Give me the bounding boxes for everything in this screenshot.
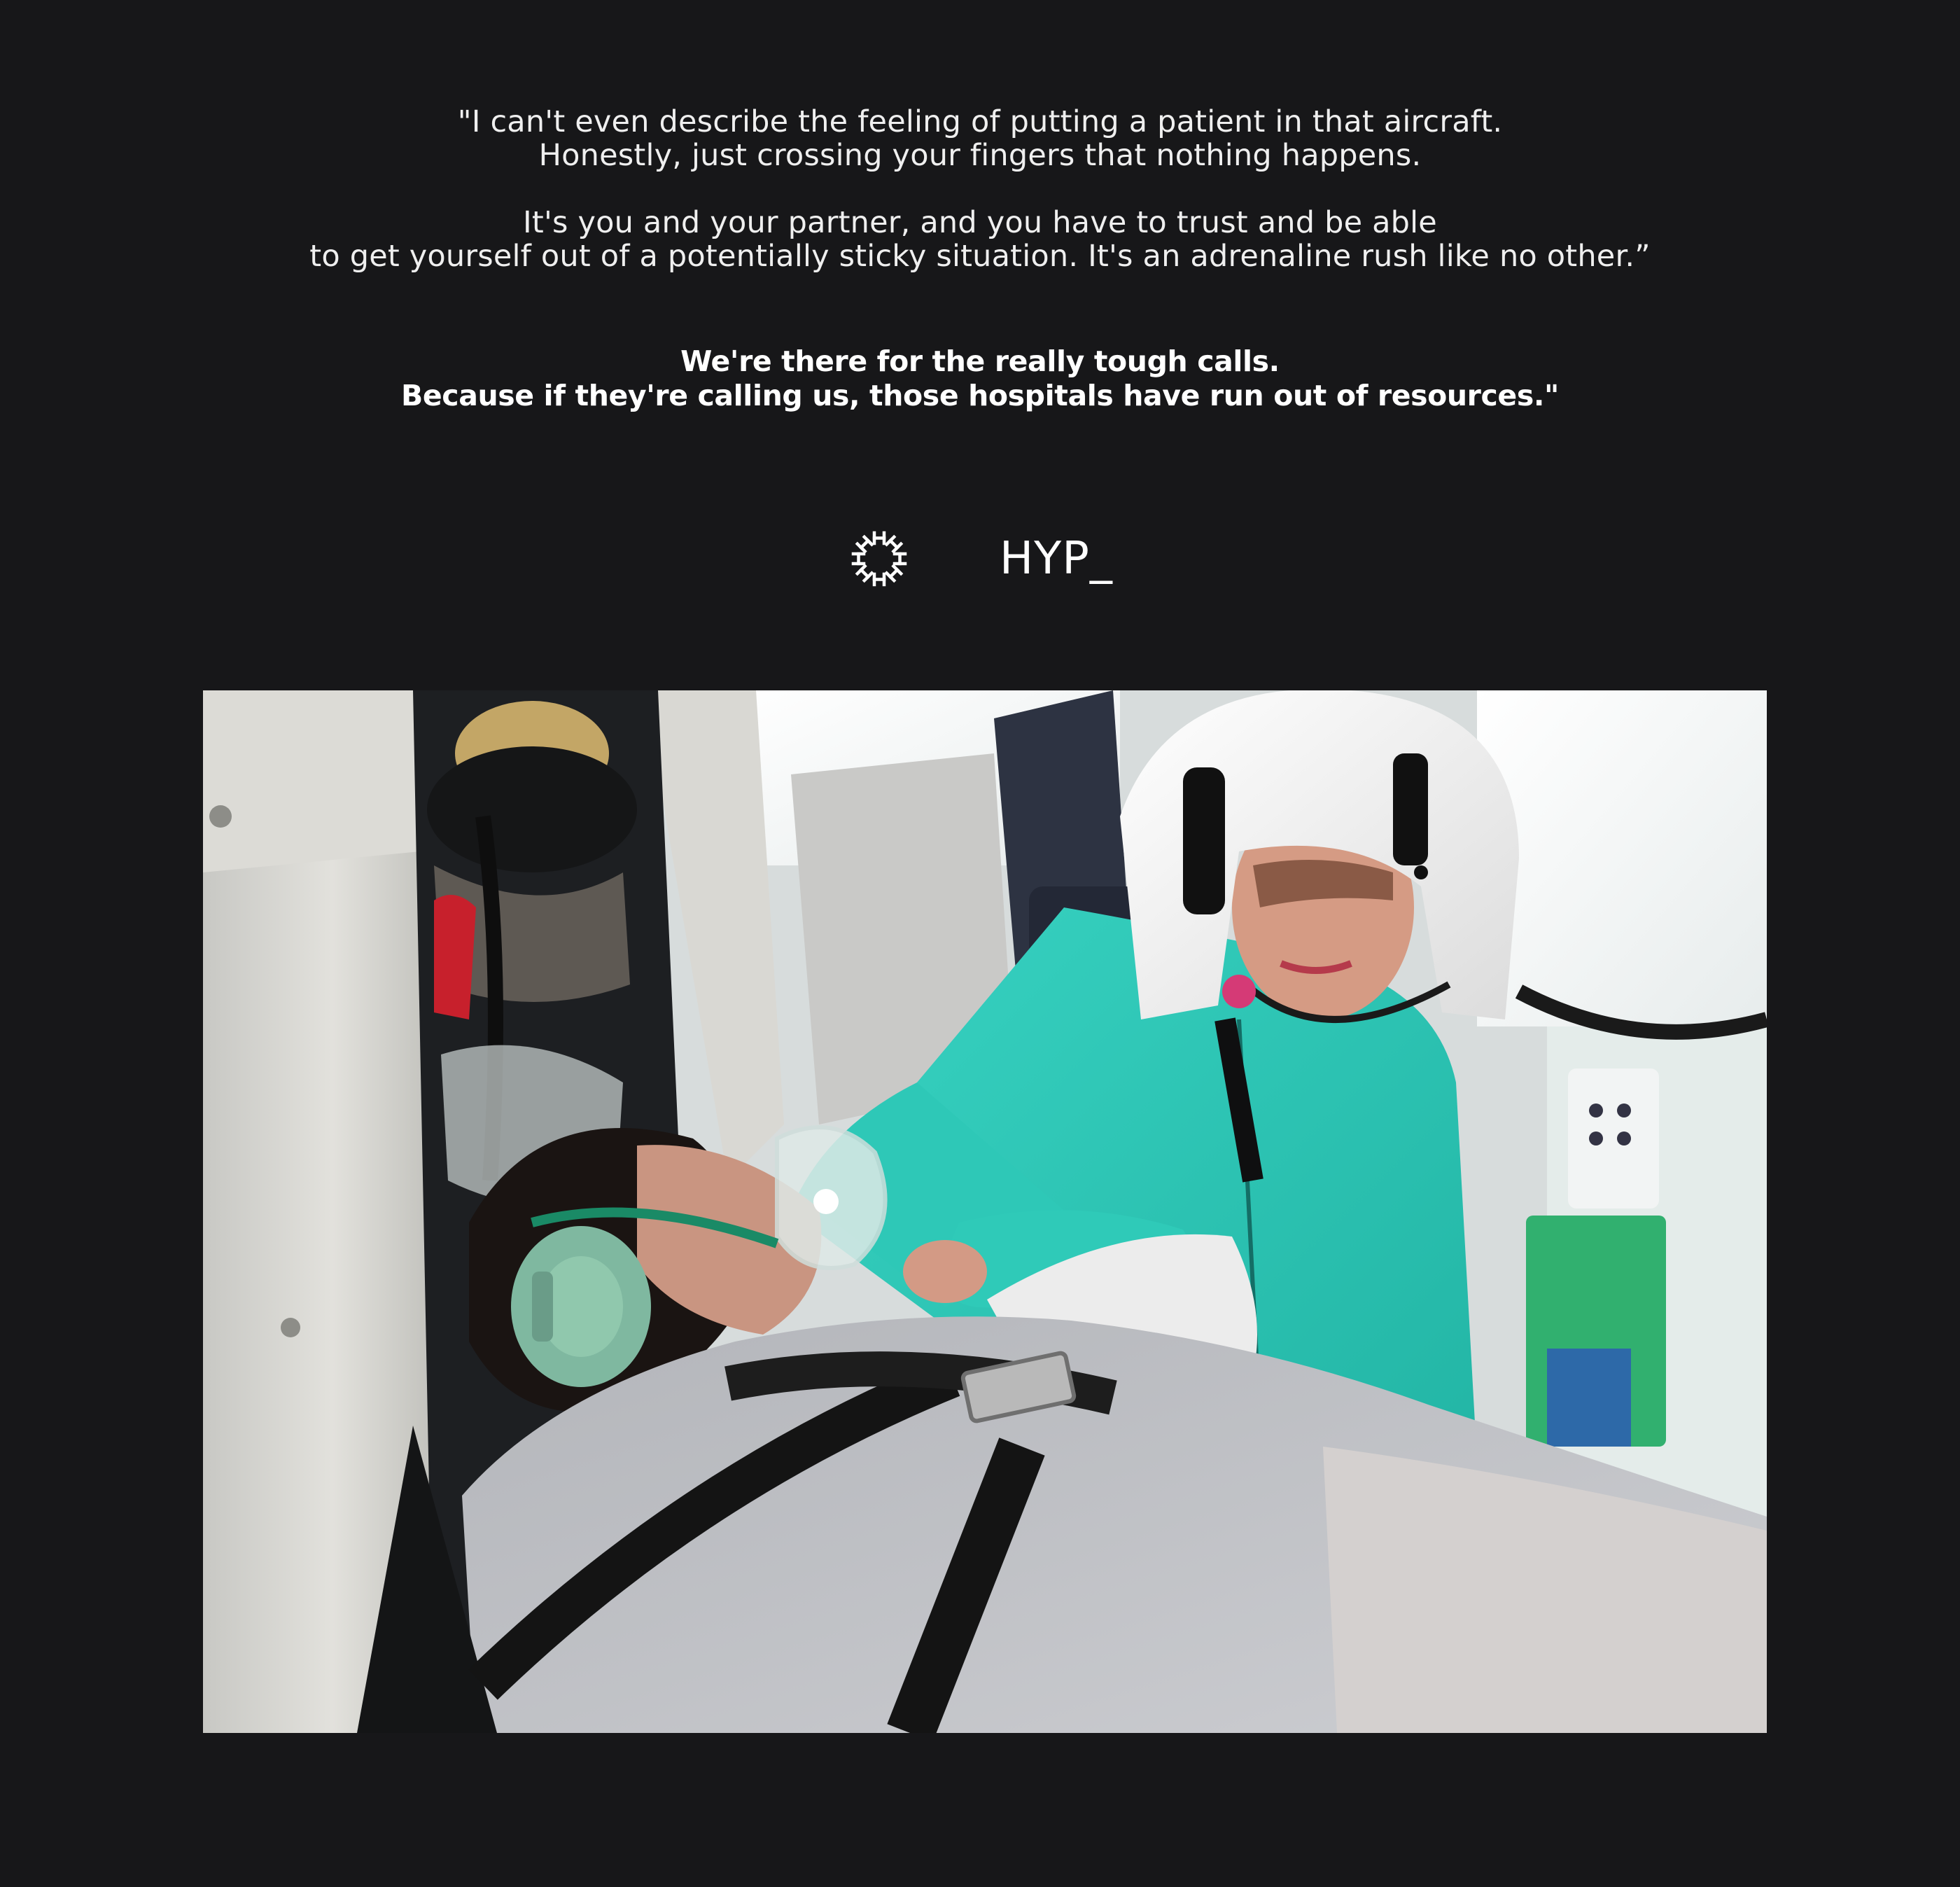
quote-line-1: "I can't even describe the feeling of putting a patient in that aircraft. [457,104,1503,139]
logo-row [0,518,1960,595]
testimonial-emphasis [0,344,1960,413]
sunburst-h-icon [851,531,907,587]
quote-spacer [0,172,1960,206]
flight-nurse-with-patient-image [203,690,1767,1733]
quote-line-2: Honestly, just crossing your fingers that nothing happens. [538,138,1422,173]
testimonial-quote [0,105,1960,273]
quote-line-3: It's you and your partner, and you have to trust and be able [523,205,1437,240]
emphasis-line-1: We're there for the really tough calls. [680,344,1280,378]
emphasis-line-2: Because if they're calling us, those hospitals have run out of resources." [401,379,1559,412]
hyp-wordmark: HYP_ [1000,533,1113,585]
quote-line-4: to get yourself out of a potentially sticky situation. It's an adrenaline rush like no other.” [309,239,1651,274]
